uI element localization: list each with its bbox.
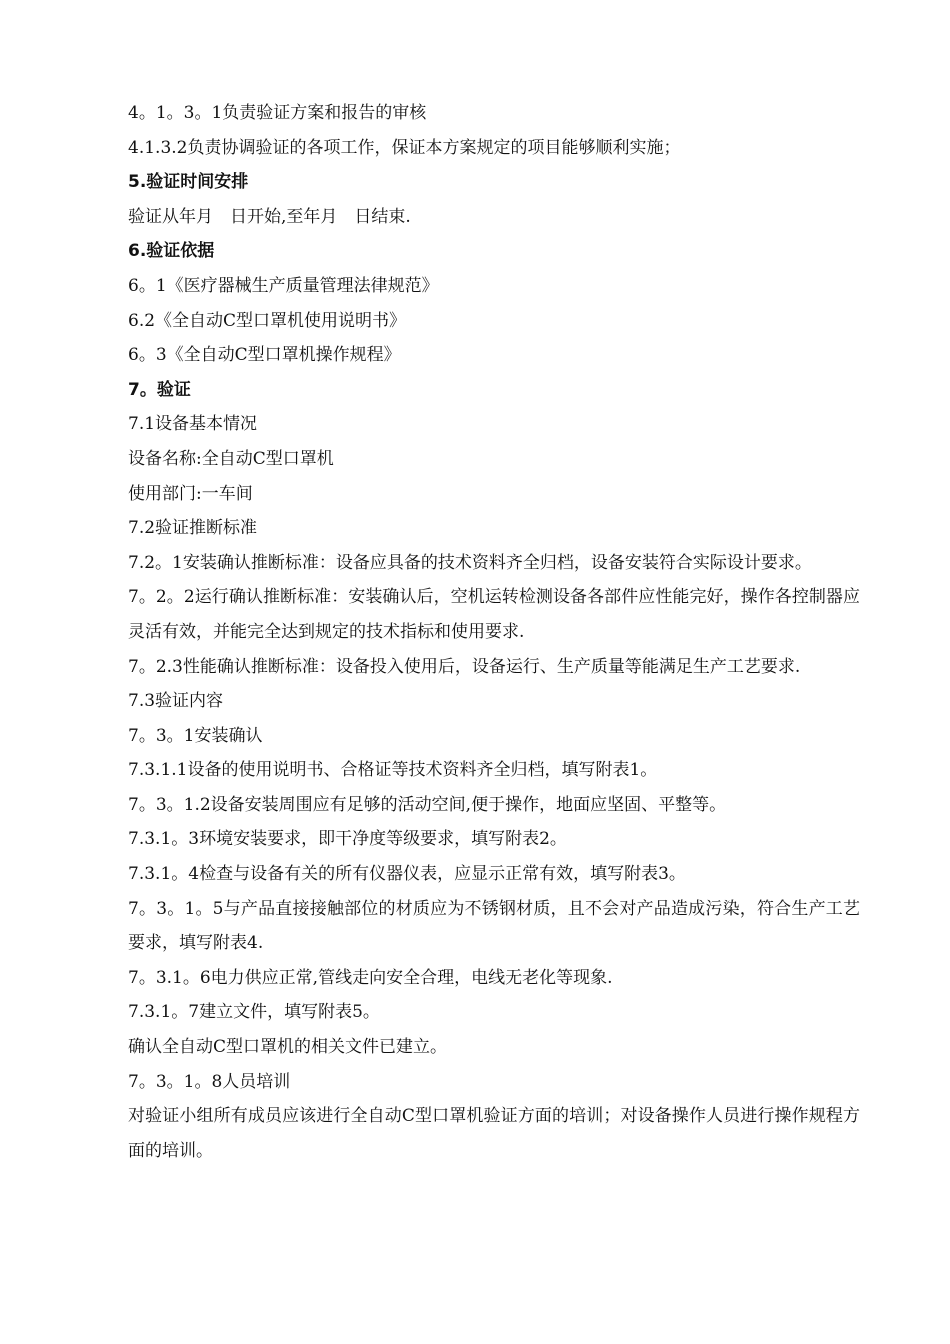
paragraph-6-1: 6。1《医疗器械生产质量管理法律规范》 bbox=[128, 275, 439, 296]
section-heading-7: 7。验证 bbox=[128, 379, 191, 400]
paragraph-department: 使用部门:一车间 bbox=[128, 483, 253, 504]
paragraph-7-2-3: 7。2.3性能确认推断标准：设备投入使用后，设备运行、生产质量等能满足生产工艺要求. bbox=[128, 656, 801, 677]
paragraph-7-3-1-7: 7.3.1。7建立文件，填写附表5。 bbox=[128, 1002, 380, 1023]
paragraph-schedule: 验证从年月 日开始,至年月 日结束. bbox=[128, 206, 411, 227]
paragraph-4-1-3-1: 4。1。3。1负责验证方案和报告的审核 bbox=[128, 103, 427, 123]
document-body bbox=[128, 96, 860, 1168]
paragraph-7-3-1-6: 7。3.1。6电力供应正常,管线走向安全合理，电线无老化等现象. bbox=[128, 967, 613, 988]
paragraph-equipment-name: 设备名称:全自动C型口罩机 bbox=[128, 448, 334, 469]
paragraph-7-1: 7.1设备基本情况 bbox=[128, 414, 258, 435]
paragraph-7-3-1-4: 7.3.1。4检查与设备有关的所有仪器仪表，应显示正常有效，填写附表3。 bbox=[128, 864, 686, 885]
paragraph-7-3-1-5: 7。3。1。5与产品直接接触部位的材质应为不锈钢材质，且不会对产品造成污染，符合生产工艺要求，填写附表4. bbox=[128, 898, 860, 954]
paragraph-7-2: 7.2验证推断标准 bbox=[128, 518, 258, 539]
section-heading-6: 6.验证依据 bbox=[128, 241, 215, 262]
paragraph-7-3-1-8: 7。3。1。8人员培训 bbox=[128, 1071, 291, 1092]
paragraph-7-3: 7.3验证内容 bbox=[128, 691, 224, 712]
paragraph-7-3-1-1: 7.3.1.1设备的使用说明书、合格证等技术资料齐全归档，填写附表1。 bbox=[128, 760, 658, 781]
paragraph-6-3: 6。3《全自动C型口罩机操作规程》 bbox=[128, 345, 401, 366]
paragraph-7-3-1: 7。3。1安装确认 bbox=[128, 725, 263, 746]
paragraph-7-2-2: 7。2。2运行确认推断标准：安装确认后，空机运转检测设备各部件应性能完好，操作各控制器应灵活有效，并能完全达到规定的技术指标和使用要求. bbox=[128, 587, 860, 642]
paragraph-training: 对验证小组所有成员应该进行全自动C型口罩机验证方面的培训；对设备操作人员进行操作规程方面的培训。 bbox=[128, 1106, 860, 1161]
paragraph-7-2-1: 7.2。1安装确认推断标准：设备应具备的技术资料齐全归档，设备安装符合实际设计要求。 bbox=[128, 552, 812, 573]
paragraph-7-3-1-3: 7.3.1。3环境安装要求，即干净度等级要求，填写附表2。 bbox=[128, 829, 567, 850]
paragraph-4-1-3-2: 4.1.3.2负责协调验证的各项工作，保证本方案规定的项目能够顺利实施； bbox=[128, 137, 681, 158]
section-heading-5: 5.验证时间安排 bbox=[128, 172, 249, 193]
paragraph-7-3-1-2: 7。3。1.2设备安装周围应有足够的活动空间,便于操作，地面应坚固、平整等。 bbox=[128, 794, 727, 815]
paragraph-6-2: 6.2《全自动C型口罩机使用说明书》 bbox=[128, 310, 407, 331]
paragraph-files-confirmed: 确认全自动C型口罩机的相关文件已建立。 bbox=[128, 1037, 448, 1058]
